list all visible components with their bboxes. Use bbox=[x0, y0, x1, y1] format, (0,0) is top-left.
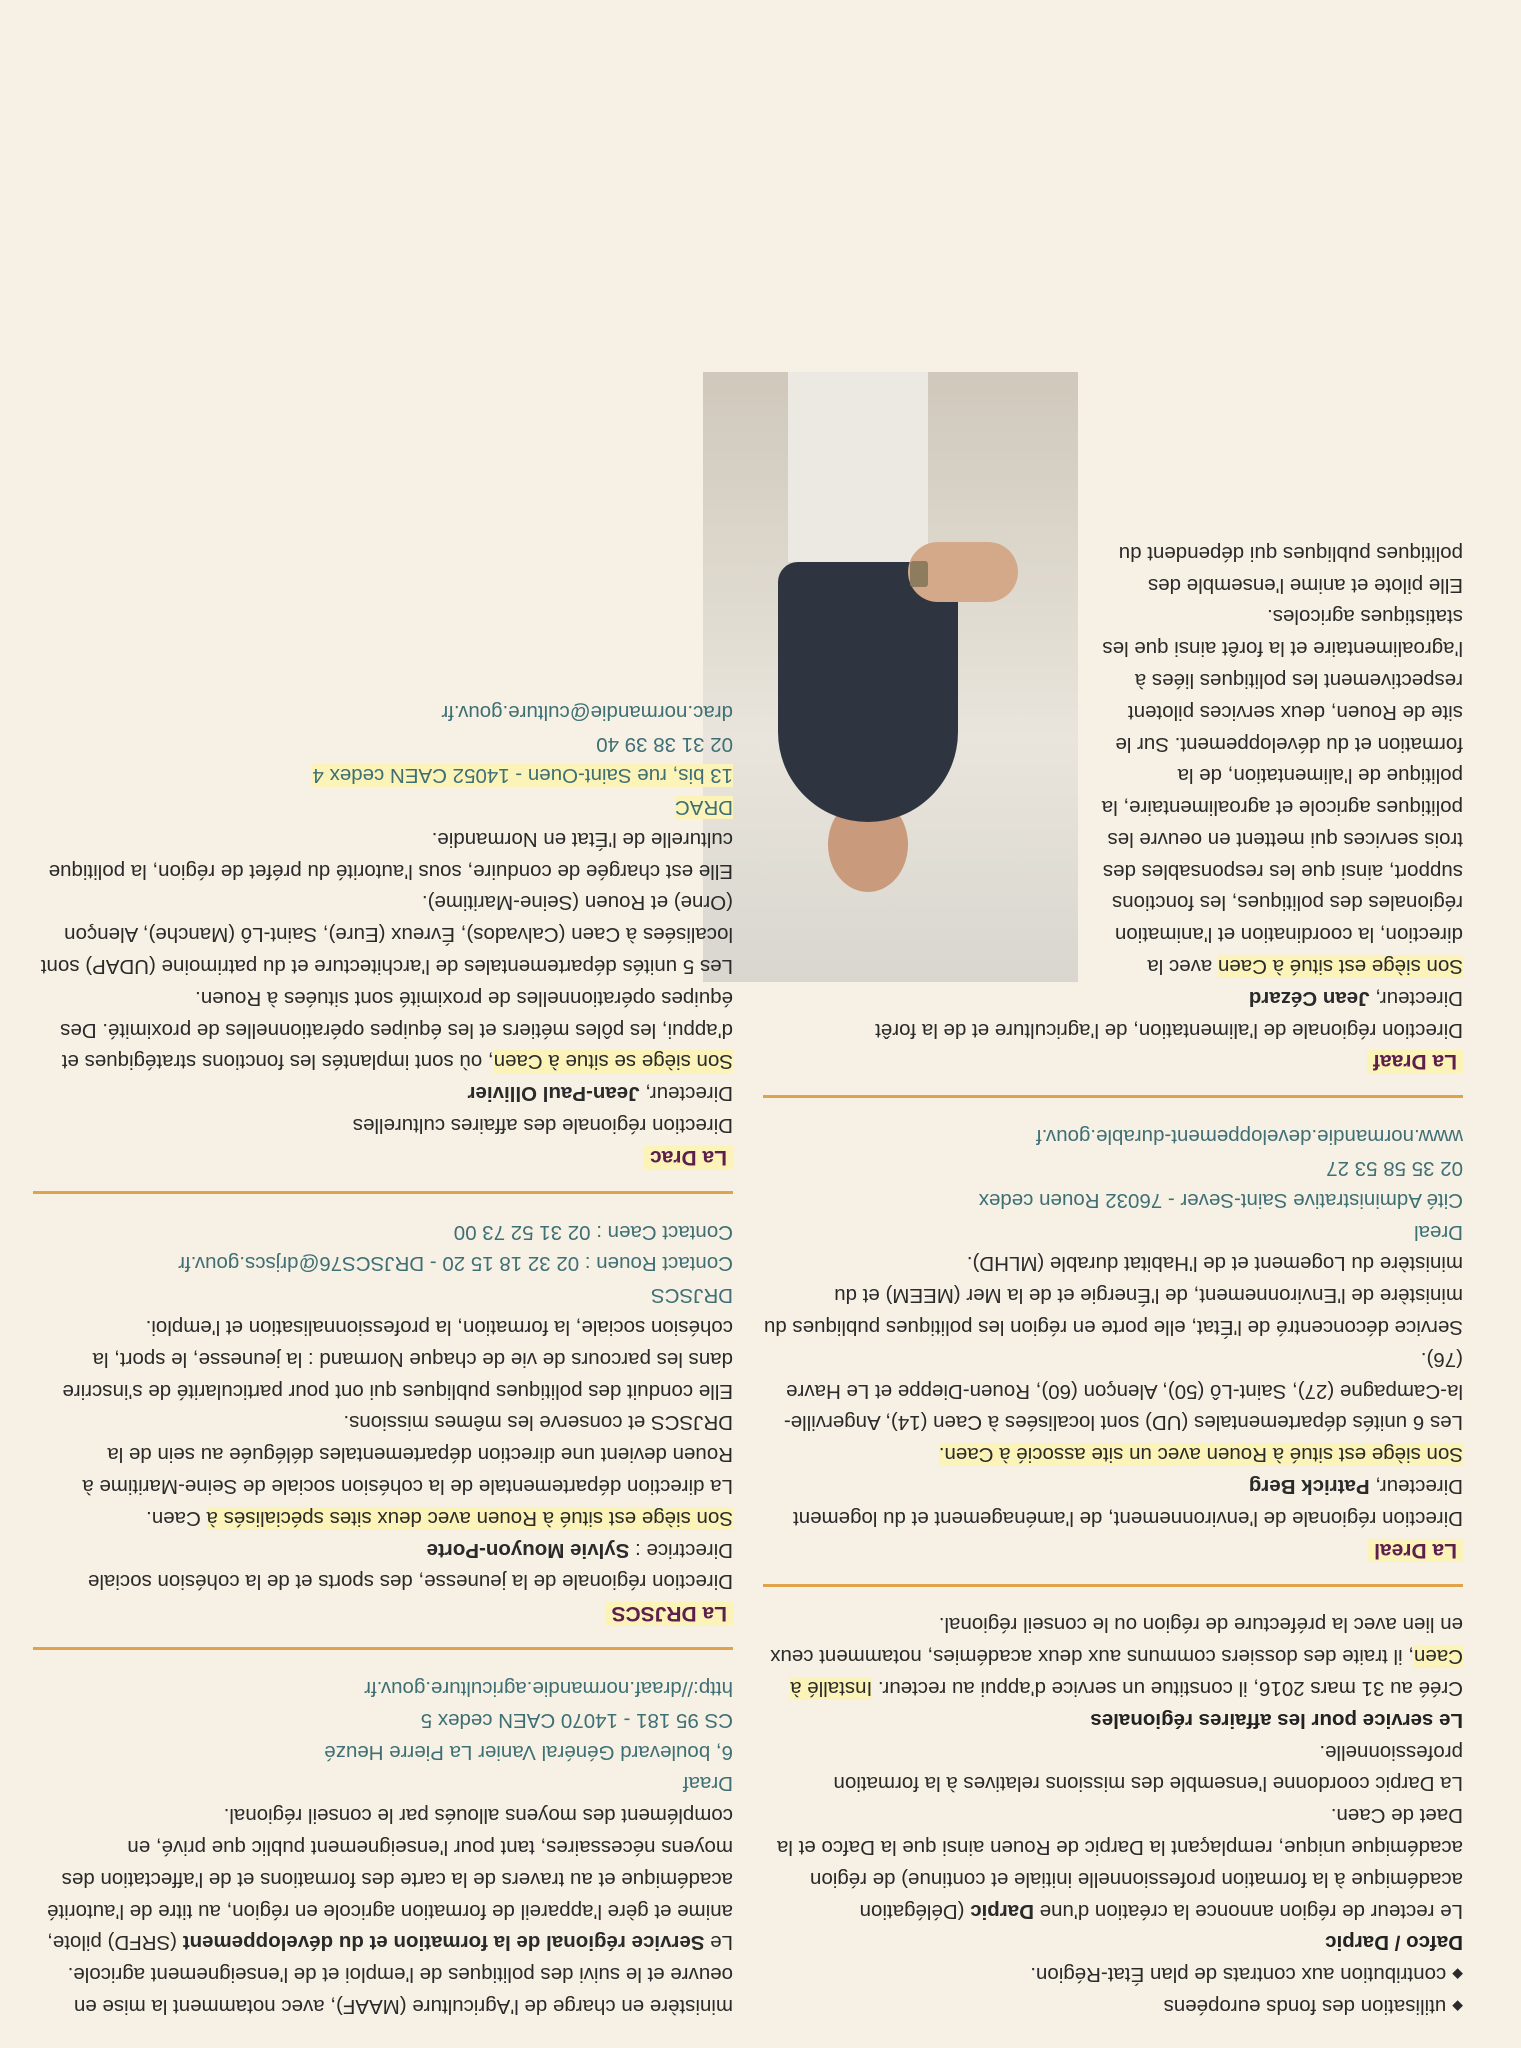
draaf-seat: Son siège est situé à Caen avec la direction, la coordination et l'animation régionales des politiques, les fonctions support, ainsi que les responsables des trois services qui mettent en oeuvre les politiques agricole et agroalimentaire, la politique de l'alimentation, de la formation et du développement. Sur le site de Rouen, deux services pilotent respectivement les politiques liées à l'agroalimentaire et la forêt ainsi que les statistiques agricoles. bbox=[1101, 605, 1463, 979]
drjscs-contact-rouen: Contact Rouen : 02 32 18 15 20 - DRJSCS76@drjscs.gouv.fr bbox=[178, 1252, 733, 1276]
drac-contact-email: drac.normandie@culture.gouv.fr bbox=[441, 700, 733, 724]
dreal-seat: Son siège est situé à Rouen avec un site associé à Caen. bbox=[938, 1443, 1463, 1467]
dafco-paragraph: Le recteur de région annonce la création d'une Darpic (Délégation académique à la formation professionnelle initiale et continue) de région académique unique, remplaçant la Darpic de Rouen ainsi que la Dafco et la Daet de Caen. bbox=[776, 1804, 1463, 1923]
drac-mission: Elle est chargée de conduire, sous l'autorité du préfet de région, la politique culturelle de l'État en Normandie. bbox=[48, 827, 733, 883]
section-divider bbox=[33, 1647, 733, 1650]
drjscs-contact-caen: Contact Caen : 02 31 52 73 00 bbox=[453, 1220, 733, 1244]
diamond-bullet-icon: ◆ bbox=[1452, 1999, 1463, 2015]
srfd-paragraph: Le Service régional de la formation et du développement (SRFD) pilote, anime et gère l'appareil de formation agricole en région, au titre de l'autorité académique et au travers de la carte des formations et de l'affectation des moyens nécessaires, tant pour l'enseignement public que privé, en complément des moyens alloués par le conseil régional. bbox=[47, 1804, 733, 1955]
diamond-bullet-icon: ◆ bbox=[1452, 1967, 1463, 1984]
drac-contact-address: 13 bis, rue Saint-Ouen - 14052 CAEN cedex 4 bbox=[312, 764, 733, 788]
draaf-title: La Draaf bbox=[763, 1046, 1463, 1078]
drac-director: Directeur, Jean-Paul Ollivier bbox=[467, 1082, 733, 1106]
dafco-title: Dafco / Darpic bbox=[1325, 1931, 1463, 1955]
ministere-paragraph: ministère en charge de l'Agriculture (MAAF), avec notamment la mise en oeuvre et le suivi des politiques de l'emploi et de l'enseignement agricole. bbox=[67, 1963, 733, 2018]
drac-contact-phone: 02 31 38 39 40 bbox=[596, 732, 733, 756]
section-divider bbox=[33, 1191, 733, 1194]
right-column bbox=[33, 696, 733, 2022]
drac-title: La Drac bbox=[33, 1141, 733, 1173]
draaf-contact-address2: CS 95 181 - 14070 CAEN cedex 5 bbox=[420, 1708, 733, 1732]
drjscs-title: La DRJSCS bbox=[33, 1597, 733, 1629]
drjscs-full-name: Direction régionale de la jeunesse, des sports et de la cohésion sociale bbox=[88, 1570, 733, 1594]
office-photo bbox=[703, 372, 1078, 982]
dreal-director: Directeur, Patrick Berg bbox=[1248, 1475, 1463, 1499]
drac-seat: Son siège se situe à Caen, où sont implantés les fonctions stratégiques et d'appui, les pôles métiers et les équipes opérationnelles de proximité. Des équipes opérationnelles de proximité sont situées à Rouen. bbox=[60, 986, 733, 1074]
draaf-pilot: Elle pilote et anime l'ensemble des politiques publiques qui dépendent du bbox=[1118, 541, 1463, 597]
list-item: ◆utilisation des fonds européens bbox=[1163, 1995, 1463, 2018]
dreal-service: Service déconcentré de l'État, elle porte en région les politiques publiques du ministère de l'Environnement, de l'Énergie et de la Mer (MEEM) et du ministère du Logement et de l'Habitat durable (MLHD). bbox=[763, 1252, 1463, 1340]
dreal-contact-phone: 02 35 58 53 27 bbox=[1326, 1157, 1463, 1181]
dreal-contact-name: Dreal bbox=[1414, 1220, 1463, 1244]
dreal-title: La Dreal bbox=[763, 1534, 1463, 1566]
draaf-director: Directeur, Jean Cézard bbox=[1248, 986, 1463, 1010]
drac-contact-name: DRAC bbox=[674, 796, 733, 820]
draaf-full-name: Direction régionale de l'alimentation, de l'agriculture et de la forêt bbox=[875, 1018, 1463, 1042]
drjscs-seat: Son siège est situé à Rouen avec deux sites spécialisés à Caen. bbox=[146, 1506, 733, 1530]
dreal-contact-web: www.normandie.developpement-durable.gouv.f bbox=[1036, 1125, 1463, 1149]
dreal-ud: Les 6 unités départementales (UD) sont localisées à Caen (14), Angerville-la-Campagne (27), Saint-Lô (50), Alençon (60), Rouen-Dieppe et Le Havre (76). bbox=[783, 1347, 1463, 1435]
section-divider bbox=[763, 1095, 1463, 1098]
drjscs-direction: La direction départementale de la cohésion sociale de Seine-Maritime à Rouen devient une direction départementales déléguée au sein de la DRJSCS et conserve les mêmes missions. bbox=[82, 1411, 733, 1499]
dreal-full-name: Direction régionale de l'environnement, de l'aménagement et du logement bbox=[793, 1506, 1463, 1530]
section-divider bbox=[763, 1584, 1463, 1587]
sar-paragraph: Créé au 31 mars 2016, il constitue un service d'appui au recteur. Installé à Caen, il traite des dossiers communs aux deux académies, notamment ceux en lien avec la préfecture de région ou le conseil régional. bbox=[770, 1613, 1463, 1701]
sar-title: Le service pour les affaires régionales bbox=[1090, 1708, 1463, 1732]
left-column bbox=[763, 360, 1463, 2022]
draaf-contact-web: http://draaf.normandie.agriculture.gouv.fr bbox=[364, 1677, 733, 1701]
draaf-contact-address1: 6, boulevard Général Vanier La Pierre Heuzé bbox=[324, 1740, 733, 1764]
list-item: ◆contribution aux contrats de plan État-Région. bbox=[1030, 1963, 1463, 1987]
dreal-contact-address: Cité Administrative Saint-Sever - 76032 Rouen cedex bbox=[978, 1188, 1463, 1212]
draaf-contact-name: Draaf bbox=[682, 1772, 733, 1796]
drjscs-contact-name: DRJSCS bbox=[650, 1284, 733, 1308]
drac-full-name: Direction régionale des affaires culturelles bbox=[352, 1114, 733, 1138]
drac-udap: Les 5 unités départementales de l'architecture et du patrimoine (UDAP) sont localisées à Caen (Calvados), Évreux (Eure), Saint-Lô (Manche), Alençon (Orne) et Rouen (Seine-Maritime). bbox=[40, 891, 733, 979]
drjscs-director: Directrice : Sylvie Mouyon-Porte bbox=[426, 1538, 733, 1562]
drjscs-policies: Elle conduit des politiques publiques qui ont pour particularité de s'inscrire dans les parcours de vie de chaque Normand : la jeunesse, le sport, la cohésion sociale, la formation, la professionnalisation et l'emploi. bbox=[62, 1316, 733, 1403]
dafco-paragraph-2: La Darpic coordonne l'ensemble des missions relatives à la formation professionnelle. bbox=[833, 1740, 1463, 1796]
